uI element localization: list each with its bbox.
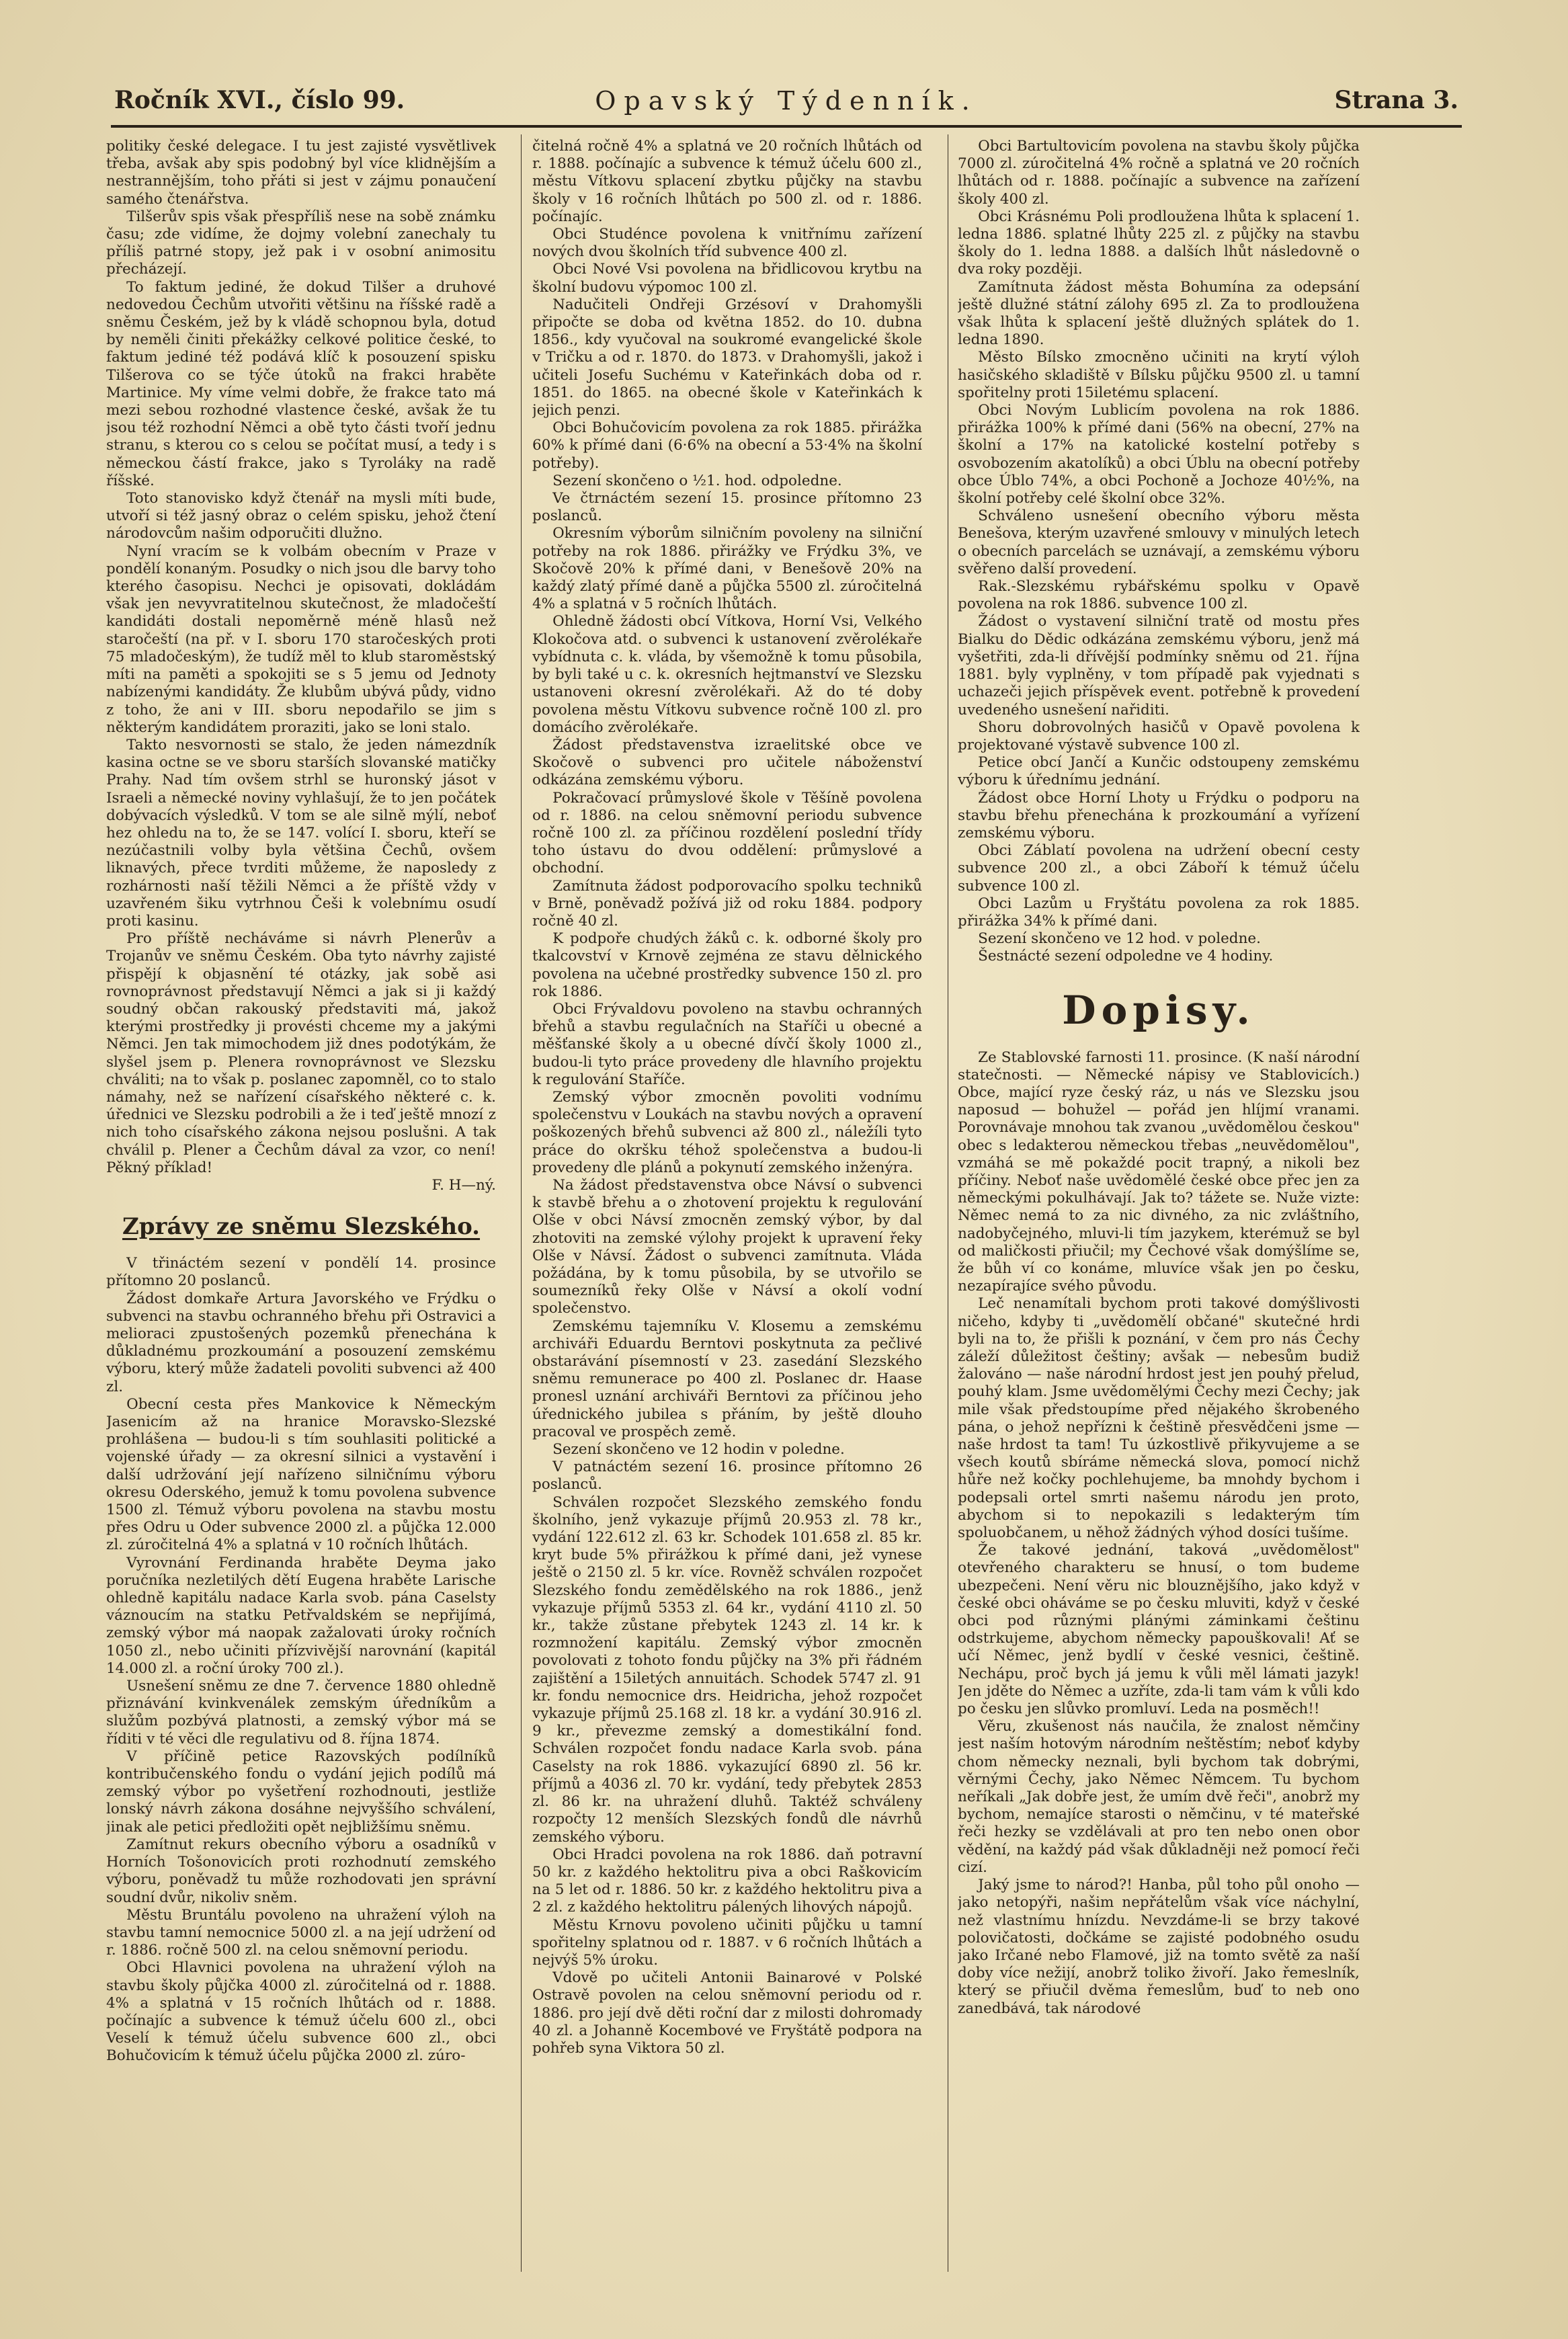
paragraph: Obci Záblatí povolena na udržení obecní cesty subvence 200 zl., a obci Záboří k témuž účelu subvence 100 zl. [958, 842, 1360, 895]
paragraph: Pokračovací průmyslové škole v Těšíně povolena od r. 1886. na celou sněmovní periodu subvence ročně 100 zl. za příčinou rozdělení poslední třídy toho ústavu do dvou oddělení: průmyslové a obchodní. [532, 789, 922, 877]
paragraph: Zamítnuta žádost města Bohumína za odepsání ještě dlužné státní zálohy 695 zl. Za to prodloužena však lhůta k splacení ještě dlužných splátek do 1. ledna 1890. [958, 278, 1360, 349]
paragraph: Obci Hlavnici povolena na uhražení výloh na stavbu školy půjčka 4000 zl. zúročitelná od r. 1888. 4% a splatná v 15 ročních lhůtách od r. 1888. počínajíc a subvence k témuž účelu 600 zl., obci Veselí k témuž účelu subvence 600 zl., obci Bohučovicím k témuž účelu půjčka 2000 zl. zúro- [106, 1959, 496, 2065]
paragraph: V patnáctém sezení 16. prosince přítomno 26 poslanců. [532, 1459, 922, 1493]
column-1 [106, 138, 496, 2282]
issue-number: Ročník XVI., číslo 99. [114, 86, 405, 114]
paragraph: Sezení skončeno ve 12 hodin v poledne. [552, 1441, 845, 1459]
paragraph: Žádost domkaře Artura Javorského ve Frýdku o subvenci na stavbu ochranného břehu při Ostravici a melioraci zpustošených pozemků přenechána k důkladnému prozkoumání a posouzení zemskému výboru, který může žadateli povoliti subvenci až 400 zl. [106, 1290, 496, 1395]
paragraph: Obci Krásnému Poli prodloužena lhůta k splacení 1. ledna 1886. splatné lhůty 225 zl. z půjčky na stavbu školy do 1. ledna 1888. a dalších lhůt následovně o dva roky později. [958, 208, 1360, 278]
paragraph: Městu Krnovu povoleno učiniti půjčku u tamní spořitelny splatnou od r. 1887. v 6 ročních lhůtách a nejvýš 5% úroku. [532, 1916, 922, 1969]
page-header [114, 86, 1458, 124]
paragraph: Nadučiteli Ondřeji Grzésoví v Drahomyšli připočte se doba od května 1852. do 10. dubna 1856., kdy vyučoval na soukromé evangelické škole v Tričku a od r. 1870. do 1873. v Drahomyšli, jakož i učiteli Josefu Suchému v Kateřinkách doba od r. 1851. do 1865. na obecné škole v Kateřinkách k jejich penzi. [532, 296, 922, 419]
header-rule [111, 125, 1462, 128]
paragraph: Pro příště necháváme si návrh Plenerův a Trojanův ve sněmu Českém. Oba tyto návrhy zajisté přispějí k objasnění té otázky, jak sobě asi rovnoprávnost představují Němci a jak si ji každý soudný občan rakouský představiti má, jakož kterými prostředky ji provésti chceme my a jakými Němci. Jen tak mimochodem již dnes podotýkám, že slyšel jsem p. Plenera rovnoprávnost ve Slezsku chváliti; na to však p. poslanec zapomněl, co to stalo námahy, než se nařízení císařského některé c. k. úřednici ve Slezsku podrobili a že i teď ještě mnozí z nich toho císařského zákona nejsou poslušni. A tak chválil p. Plener a Čechům dával za vzor, co není! Pěkný příklad! [106, 930, 496, 1176]
paragraph: čitelná ročně 4% a splatná ve 20 ročních lhůtách od r. 1888. počínajíc a subvence k témuž účelu 600 zl., městu Vítkovu splacení zbytku půjčky na stavbu školy v 16 ročních lhůtách po 500 zl. od r. 1886. počínajíc. [532, 138, 922, 225]
paragraph: Vdově po učiteli Antonii Bainarové v Polské Ostravě povolen na celou sněmovní periodu od r. 1886. pro její dvě děti roční dar z milosti dohromady 40 zl. a Johanně Kocembové ve Fryštátě podpora na pohřeb syna Viktora 50 zl. [532, 1969, 922, 2057]
paragraph: Že takové jednání, taková „uvědomělost" otevřeného charakteru se hnusí, o tom budeme ubezpečeni. Není věru nic blouznějšího, jako když v české obci oháváme se po česku mluviti, když v české obci pod různými plánými záminkami češtinu odstrkujeme, abychom německy papouškovali! Ať se učí Němec, jenž bydlí v české vesnici, češtině. Nechápu, proč bych já jemu k vůli měl lámati jazyk! Jen jděte do Němec a uzříte, zda-li tam vám k vůli kdo po česku jen slůvko promluví. Leda na posměch!! [958, 1542, 1360, 1718]
paragraph: Žádost o vystavení silniční tratě od mostu přes Bialku do Dědic odkázána zemskému výboru, jenž má vyšetřiti, zda-li dřívější podmínky sněmu od 21. října 1881. byly vyplněny, v tom případě pak vyjednati s uchazeči jejich příspěvek event. potřebně k provedení uvedeného usnešení nařiditi. [958, 613, 1360, 719]
paragraph: Obci Nové Vsi povolena na břidlicovou krytbu na školní budovu výpomoc 100 zl. [532, 261, 922, 296]
paragraph: K podpoře chudých žáků c. k. odborné školy pro tkalcovství v Krnově zejména ze stavu dělnického povolena na učebné prostředky subvence 150 zl. pro rok 1886. [532, 930, 922, 1000]
paragraph: Zamítnuta žádost podporovacího spolku techniků v Brně, poněvadž požívá již od roku 1884. podpory ročně 40 zl. [532, 877, 922, 930]
paragraph: Sezení skončeno o ½1. hod. odpoledne. [552, 472, 842, 489]
paragraph: Obci Bartultovicím povolena na stavbu školy půjčka 7000 zl. zúročitelná 4% ročně a splatná ve 20 ročních lhůtách od r. 1888. počínajíc a subvence na zařízení školy 400 zl. [958, 138, 1360, 208]
paragraph: Shoru dobrovolných hasičů v Opavě povolena k projektované výstavě subvence 100 zl. [958, 719, 1360, 753]
section-heading: Dopisy. [1062, 987, 1255, 1033]
paragraph: Šestnácté sezení odpoledne ve 4 hodiny. [978, 948, 1274, 965]
paragraph: Tilšerův spis však přespříliš nese na sobě známku času; zde vidíme, že dojmy volební zanechaly tu příliš patrné stopy, jež pak i v osobní animositu přecházejí. [106, 208, 496, 278]
newspaper-title: Opavský Týdenník. [595, 86, 978, 116]
paragraph: Zamítnut rekurs obecního výboru a osadníků v Horních Tošonovicích proti rozhodnutí zemského výboru, poněvadž tu může rozhodovati jen správní soudní dvůr, nikoliv sněm. [106, 1836, 496, 1906]
paragraph: V příčině petice Razovských podílníků kontribučenského fondu o vydání jejich podílů má zemský výbor po vyšetření rozhodnouti, jestliže lonský návrh zákona dosáhne nejvyššího schválení, jinak ale petici předložiti opět nejbližšímu sněmu. [106, 1748, 496, 1836]
paragraph: Vyrovnání Ferdinanda hraběte Deyma jako poručníka nezletilých dětí Eugena hraběte Larische ohledně kapitálu nadace Karla svob. pána Caselsty váznoucím na statku Petřvaldském se nepřijímá, zemský výbor má naopak zažalovati úroky ročních 1050 zl., nebo učiniti přízvivější narovnání (kapitál 14.000 zl. a roční úroky 700 zl.). [106, 1554, 496, 1677]
paragraph: Ze Stablovské farnosti 11. prosince. (K naší národní statečnosti. — Německé nápisy ve Stablovicích.) Obce, mající ryze český ráz, u nás ve Slezsku jsou naposud — bohužel — pořád jen hlíjmí vranami. Porovnávaje mnohou tak zvanou „uvědomělou českou" obec s ledakterou německou třebas „neuvědomělou", vzmáhá se mě pokaždé pocit trapný, a nikoli bez příčiny. Neboť naše uvědomělé české obce přec jen za německými pokulhávají. Jak to? tážete se. Nuže vizte: Němec nemá to za nic divného, za nic zvláštního, nadobyčejného, mluvi-li tím jazykem, kterémuž se byl od maličkosti přiučil; my Čechové však domýšlíme se, že bůh ví co konáme, mluvíce však jen po česku, nezapírajíce svého původu. [958, 1049, 1360, 1295]
paragraph: Schválen rozpočet Slezského zemského fondu školního, jenž vykazuje příjmů 20.953 zl. 78 kr., vydání 122.612 zl. 63 kr. Schodek 101.658 zl. 85 kr. kryt bude 5% přirážkou k přímé dani, jež vynese ještě o 2150 zl. 5 kr. více. Rovněž schválen rozpočet Slezského fondu zemědělského na rok 1886., jenž vykazuje příjmů 5353 zl. 64 kr., vydání 4110 zl. 50 kr., takže zůstane přebytek 1243 zl. 14 kr. k rozmnožení kapitálu. Zemský výbor zmocněn povolovati z tohoto fondu půjčky na 3% při řádném zajištění a 15iletých annuitách. Schodek 5747 zl. 91 kr. fondu nemocnice drs. Heidricha, jehož rozpočet vykazuje příjmů 25.168 zl. 18 kr. a vydání 30.916 zl. 9 kr., převezme zemský a domestikální fond. Schválen rozpočet fondu nadace Karla svob. pána Caselsty na rok 1886. vykazující 6890 zl. 56 kr. příjmů a 4036 zl. 70 kr. vydání, tedy přebytek 2853 zl. 86 kr. na uhražení dluhů. Taktéž schváleny rozpočty 12 menších Slezských fondů dle návrhů zemského výboru. [532, 1493, 922, 1846]
paragraph: Takto nesvornosti se stalo, že jeden námezdník kasina octne se ve sboru starších slovanské matičky Prahy. Nad tím ovšem strhl se huronský jásot v Israeli a německé noviny vyhlašují, že to jen počátek dobývacích výsledků. V tom se ale silně mýlí, neboť hez ohledu na to, že se 147. volící I. sboru, kteří se nezúčastnili volby byla většina Čechů, ovšem liknavých, přece tvrditi můžeme, že naposledy z rozhárnosti naší těžili Němci a že příště vždy v uzavřeném šiku vytrhnou Češi k volebnímu osudí proti kasinu. [106, 736, 496, 930]
paragraph: Obci Frývaldovu povoleno na stavbu ochranných břehů a stavbu regulačních na Staříči u obecné a měšťanské školy a u obecné dívčí školy 1000 zl., budou-li tyto práce provedeny dle hlavního projektu k regulování Staříče. [532, 1000, 922, 1088]
paragraph: Na žádost představenstva obce Návsí o subvenci k stavbě břehu a o zhotovení projektu k regulování Olše v obci Návsí zmocněn zemský výbor, by dal zhotoviti na zemské výlohy projekt k upravení řeky Olše v Návsí. Žádost o subvenci zamítnuta. Vláda požádána, by k tomu působila, by se utvořilo se soumezníků řeky Olše v Návsí a okolí vodní společenstvo. [532, 1176, 922, 1317]
paragraph: Rak.-Slezskému rybářskému spolku v Opavě povolena na rok 1886. subvence 100 zl. [958, 578, 1360, 613]
paragraph: Obci Bohučovicím povolena za rok 1885. přirážka 60% k přímé dani (6·6% na obecní a 53·4% na školní potřeby). [532, 419, 922, 472]
section-heading: Zprávy ze sněmu Slezského. [122, 1213, 481, 1241]
paragraph: Schváleno usnešení obecního výboru města Benešova, kterým uzavřené smlouvy v minulých letech o obecních parcelách se uznávají, a zemskému výboru svěřeno další provedení. [958, 507, 1360, 577]
paragraph: Usnešení sněmu ze dne 7. července 1880 ohledně přiznávání kvinkvenálek zemským úředníkům a služům pozbývá platnosti, a zemský výbor má se říditi v té věci dle regulativu od 8. října 1874. [106, 1678, 496, 1748]
paragraph: Zemskému tajemníku V. Klosemu a zemskému archiváři Eduardu Berntovi poskytnuta za pečlivé obstarávání písemností v 23. zasedání Slezského sněmu remunerace po 400 zl. Poslanec dr. Haase pronesl uznání archiváři Berntovi za příčinou jeho úřednického jubilea s přáním, by ještě dlouho pracoval ve prospěch země. [532, 1317, 922, 1440]
paragraph: Zemský výbor zmocněn povoliti vodnímu společenstvu v Loukách na stavbu nových a opravení poškozených břehů subvenci až 800 zl., náležíli tyto práce do okršku téhož společenstva a budou-li provedeny dle plánů a pokynutí zemského inženýra. [532, 1088, 922, 1176]
paragraph: Jaký jsme to národ?! Hanba, půl toho půl onoho — jako netopýři, našim nepřátelům však více náchylní, než vlastnímu hnízdu. Nevzdáme-li se brzy takové polovičatosti, dočkáme se zajisté podobného osudu jako Irčané nebo Flamové, již na tomto světě za naší doby více nežijí, anobrž toliko živoří. Jako řemeslník, který se přiučil dvěma řemeslům, buď to neb ono zanedbává, tak národové [958, 1877, 1360, 2017]
paragraph: Obci Lazům u Fryštátu povolena za rok 1885. přirážka 34% k přímé dani. [958, 895, 1360, 930]
paragraph: To faktum jediné, že dokud Tilšer a druhové nedovedou Čechům utvořiti většinu na říšské radě a sněmu Českém, jež by k vládě schopnou byla, dotud by neměli činiti překážky celkové politice české, to faktum jediné též podává klíč k posouzení spisku Tilšerova co se týče útoků na frakci hraběte Martinice. My víme velmi dobře, že frakce tato má mezi sebou rozhodné vlastence české, avšak že tu jsou též rozhodní Němci a obě tyto části tvoří jednu stranu, s kterou co s celou se počítat musí, a tedy i s německou částí frakce, jako s Tyroláky na radě říšské. [106, 278, 496, 489]
paragraph: Petice obcí Jančí a Kunčic odstoupeny zemskému výboru k úřednímu jednání. [958, 754, 1360, 789]
paragraph: Městu Bruntálu povoleno na uhražení výloh na stavbu tamní nemocnice 5000 zl. a na její udržení od r. 1886. ročně 500 zl. na celou sněmovní periodu. [106, 1906, 496, 1959]
paragraph: Obecní cesta přes Mankovice k Německým Jasenicím až na hranice Moravsko-Slezské prohlášena — budou-li s tím souhlasiti politické a vojenské úřady — za okresní silnici a vystavění i další udržování její nařízeno silničnímu výboru okresu Oderského, jemuž k tomu povolena subvence 1500 zl. Témuž výboru povolena na stavbu mostu přes Odru u Oder subvence 2000 zl. a půjčka 12.000 zl. zúročitelná 4% a splatná v 10 ročních lhůtách. [106, 1395, 496, 1554]
paragraph: Toto stanovisko když čtenář na mysli míti bude, utvoří si též jasný obraz o celém spisku, jehož čtení národovcům našim odporučiti dlužno. [106, 490, 496, 542]
paragraph: Věru, zkušenost nás naučila, že znalost němčiny jest naším hotovým národním neštěstím; neboť kdyby chom německy neznali, byli bychom tak dobrými, věrnými Čechy, jako Němec Němcem. Tu bychom neříkali „Jak dobře jest, že umím dvě řeči", anobrž my bychom, nemajíce starosti o němčinu, v té mateřské řeči hezky se vzdělávali at pro ten nebo onen obor vědění, na každý pád však důkladněji než pomocí řeči cizí. [958, 1718, 1360, 1876]
paragraph: Nyní vracím se k volbám obecním v Praze v pondělí konaným. Posudky o nich jsou dle barvy toho kterého časopisu. Nechci je opisovati, dokládám však jen nevyvratitelnou skutečnost, že mladočeští kandidáti dostali nepoměrně méně hlasů než staročeští (na př. v I. sboru 170 staročeských proti 75 mladočeským), že tudíž měl to klub staroměstský míti na paměti a spokojiti se s 5 jemu od Jednoty nabízenými kandidáty. Že klubům ubývá půdy, vidno z toho, že ani v III. sboru nepodařilo se jim s některým kandidátem proraziti, jako se loni stalo. [106, 542, 496, 736]
column-2 [532, 138, 922, 2282]
paragraph: Žádost obce Horní Lhoty u Frýdku o podporu na stavbu břehu přenechána k prozkoumání a vyřízení zemskému výboru. [958, 789, 1360, 842]
column-divider [521, 134, 522, 2272]
paragraph: V třináctém sezení v pondělí 14. prosince přítomno 20 poslanců. [106, 1255, 496, 1290]
page-number: Strana 3. [1334, 86, 1458, 114]
paragraph: Město Bílsko zmocněno učiniti na krytí výloh hasičského skladiště v Bílsku půjčku 9500 zl. u tamní spořitelny proti 15iletému splacení. [958, 349, 1360, 401]
paragraph: politiky české delegace. I tu jest zajisté vysvětlivek třeba, avšak aby spis podobný byl více klidnějším a nestrannějším, toho přáti si jest v zájmu ponaučení samého čtenářstva. [106, 138, 496, 208]
paragraph: Sezení skončeno ve 12 hod. v poledne. [978, 930, 1261, 948]
paragraph: Obci Studénce povolena k vnitřnímu zařízení nových dvou školních tříd subvence 400 zl. [532, 226, 922, 261]
column-3 [958, 138, 1360, 2282]
paragraph: Ohledně žádosti obcí Vítkova, Horní Vsi, Velkého Klokočova atd. o subvenci k ustanovení zvěrolékaře vybídnuta c. k. vláda, by všemožně k tomu působila, by byli také u c. k. okresních hejtmanství ve Slezsku ustanoveni okresní zvěrolékaři. Až do té doby povolena městu Vítkovu subvence ročně 100 zl. pro domácího zvěrolékaře. [532, 613, 922, 736]
paragraph: Obci Hradci povolena na rok 1886. daň potravní 50 kr. z každého hektolitru piva a obci Raškovicím na 5 let od r. 1886. 50 kr. z každého hektolitru piva a 2 zl. z každého hektolitru pálených lihových nápojů. [532, 1846, 922, 1916]
paragraph: Žádost představenstva izraelitské obce ve Skočově o subvenci pro učitele náboženství odkázána zemskému výboru. [532, 736, 922, 789]
paragraph: Leč nenamítali bychom proti takové domýšlivosti ničeho, kdyby ti „uvědomělí občané" skutečné hrdi byli na to, že přišli k poznání, v čem pro nás Čechy záleží důležitost češtiny; avšak — nebesům budiž žalováno — naše národní hrdost jest jen pouhý přelud, pouhý klam. Jsme uvědomělými Čechy mezi Čechy; jak mile však předstoupíme před nějakého škrobeného pána, o jehož nepřízni k češtině přesvědčeni jsme — naše hrdost ta tam! Tu úzkostlivě přikyvujeme a se všech koutů sbíráme německá slova, pomocí nichž hůře než kočky pochlehujeme, ba mnohdy bychom i podepsali ortel smrti našemu národu jen proto, abychom si to nepokazili s ledakterým tím spoluobčanem, u něhož žádných výhod dosíci tušíme. [958, 1295, 1360, 1542]
paragraph: Okresním výborům silničním povoleny na silniční potřeby na rok 1886. přirážky ve Frýdku 3%, ve Skočově 20% k přímé dani, v Benešově 20% na každý zlatý přímé daně a půjčka 5500 zl. zúročitelná 4% a splatná v 5 ročních lhůtách. [532, 525, 922, 613]
paragraph: Ve čtrnáctém sezení 15. prosince přítomno 23 poslanců. [532, 490, 922, 525]
paragraph: Obci Novým Lublicím povolena na rok 1886. přirážka 100% k přímé dani (56% na obecní, 27% na školní a 17% na katolické kostelní potřeby s osvobozením akatolíků) a obci Úblu na obecní potřeby obce Úblo 74%, a obci Pochoně a Jochoze 40½%, na školní potřeby celé školní obce 32%. [958, 402, 1360, 507]
signature: F. H—ný. [431, 1176, 496, 1194]
